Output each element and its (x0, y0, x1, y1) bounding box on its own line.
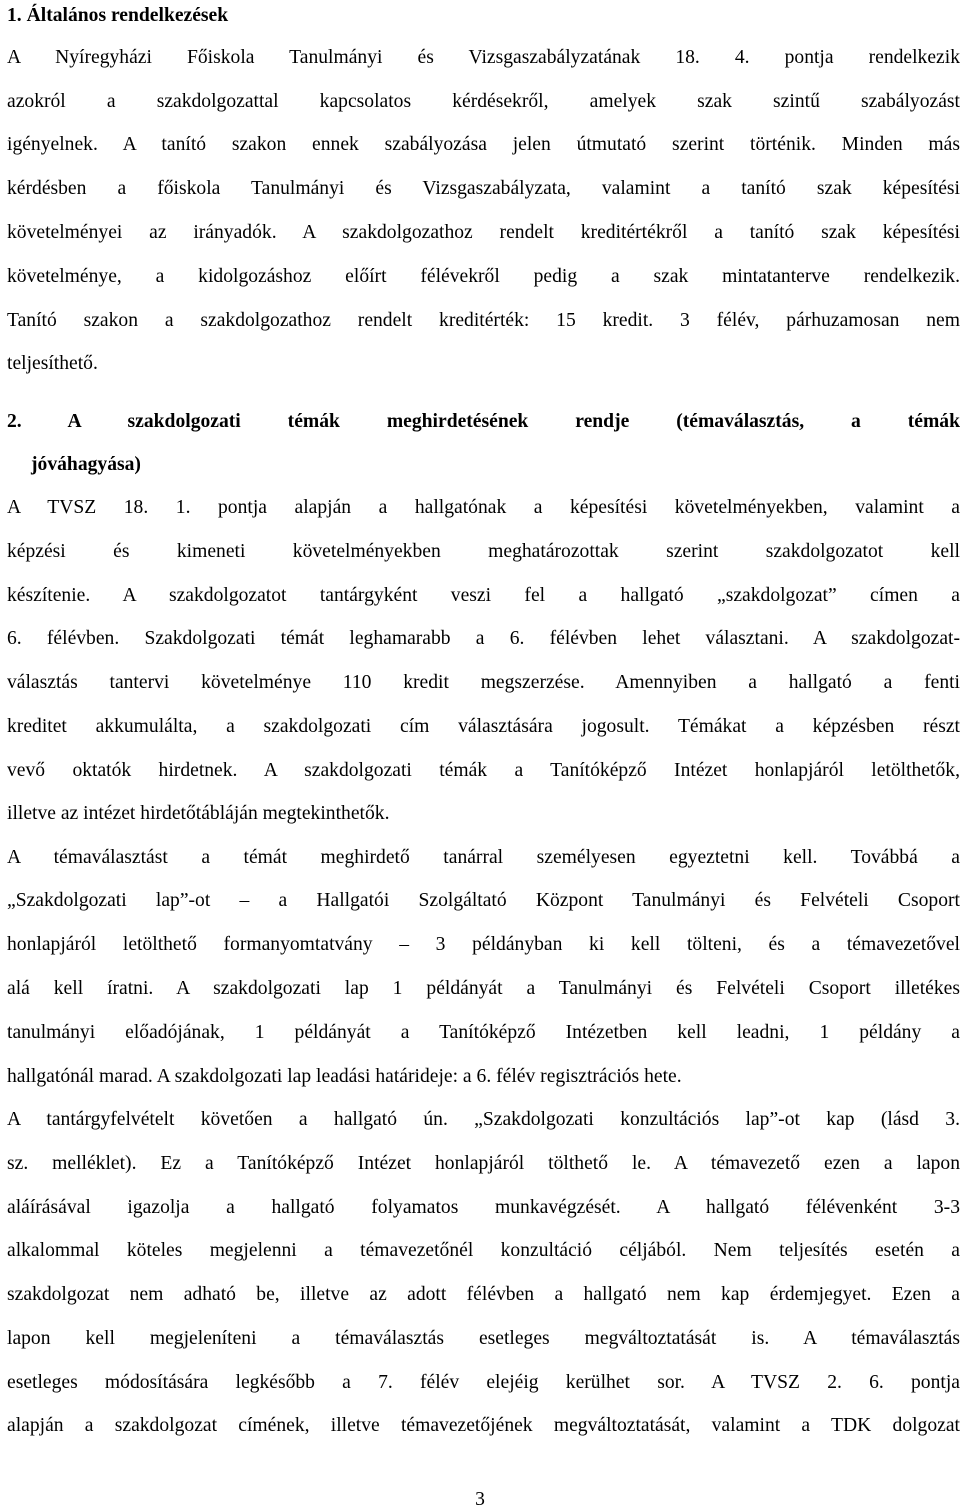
page-number: 3 (475, 1489, 485, 1510)
paragraph-line: teljesíthető. (7, 353, 98, 374)
section-2-heading-continued: jóváhagyása) (31, 454, 141, 475)
paragraph-line: igényelnek. A tanító szakon ennek szabályozása jelen útmutató szerint történik. Minden más (7, 134, 960, 155)
paragraph-line: „Szakdolgozati lap”-ot – a Hallgatói Szolgáltató Központ Tanulmányi és Felvételi Csoport (7, 890, 960, 911)
paragraph-line: követelménye, a kidolgozáshoz előírt félévekről pedig a szak mintatanterve rendelkezik. (7, 266, 960, 287)
paragraph-line: készítenie. A szakdolgozatot tantárgyként veszi fel a hallgató „szakdolgozat” címen a (7, 585, 960, 606)
paragraph-line: vevő oktatók hirdetnek. A szakdolgozati témák a Tanítóképző Intézet honlapjáról letölthetők, (7, 760, 960, 781)
paragraph-line: alapján a szakdolgozat címének, illetve témavezetőjének megváltoztatását, valamint a TDK dolgozat (7, 1415, 960, 1436)
paragraph-line: A TVSZ 18. 1. pontja alapján a hallgatónak a képesítési követelményekben, valamint a (7, 497, 960, 518)
paragraph-line: sz. melléklet). Ez a Tanítóképző Intézet honlapjáról tölthető le. A témavezető ezen a lapon (7, 1153, 960, 1174)
paragraph-line: lapon kell megjeleníteni a témaválasztás esetleges megváltoztatását is. A témaválasztás (7, 1328, 960, 1349)
paragraph-line: honlapjáról letölthető formanyomtatvány – 3 példányban ki kell tölteni, és a témavezetővel (7, 934, 960, 955)
paragraph-line: kreditet akkumulálta, a szakdolgozati cím választására jogosult. Témákat a képzésben részt (7, 716, 960, 737)
paragraph-line: kérdésben a főiskola Tanulmányi és Vizsgaszabályzata, valamint a tanító szak képesítési (7, 178, 960, 199)
paragraph-line: illetve az intézet hirdetőtábláján megtekinthetők. (7, 803, 390, 824)
paragraph-line: Tanító szakon a szakdolgozathoz rendelt kreditérték: 15 kredit. 3 félév, párhuzamosan nem (7, 310, 960, 331)
paragraph-line: esetleges módosítására legkésőbb a 7. félév elejéig kerülhet sor. A TVSZ 2. 6. pontja (7, 1372, 960, 1393)
paragraph-line: 6. félévben. Szakdolgozati témát leghamarabb a 6. félévben lehet választani. A szakdolgozat- (7, 628, 960, 649)
paragraph-line: hallgatónál marad. A szakdolgozati lap leadási határideje: a 6. félév regisztrációs hete. (7, 1066, 682, 1087)
paragraph-line: A tantárgyfelvételt követően a hallgató ún. „Szakdolgozati konzultációs lap”-ot kap (lásd 3. (7, 1109, 960, 1130)
paragraph-line: aláírásával igazolja a hallgató folyamatos munkavégzését. A hallgató félévenként 3-3 (7, 1197, 960, 1218)
paragraph-line: választás tantervi követelménye 110 kredit megszerzése. Amennyiben a hallgató a fenti (7, 672, 960, 693)
paragraph-line: alkalommal köteles megjelenni a témavezetőnél konzultáció céljából. Nem teljesítés esetén a (7, 1240, 960, 1261)
paragraph-line: követelményei az irányadók. A szakdolgozathoz rendelt kreditértékről a tanító szak képesítési (7, 222, 960, 243)
paragraph-line: A témaválasztást a témát meghirdető tanárral személyesen egyeztetni kell. Továbbá a (7, 847, 960, 868)
paragraph-line: A Nyíregyházi Főiskola Tanulmányi és Vizsgaszabályzatának 18. 4. pontja rendelkezik (7, 47, 960, 68)
section-2-heading: 2. A szakdolgozati témák meghirdetésének rendje (témaválasztás, a témák (7, 411, 960, 432)
paragraph-line: szakdolgozat nem adható be, illetve az adott félévben a hallgató nem kap érdemjegyet. Ezen a (7, 1284, 960, 1305)
paragraph-line: alá kell íratni. A szakdolgozati lap 1 példányát a Tanulmányi és Felvételi Csoport illetékes (7, 978, 960, 999)
paragraph-line: azokról a szakdolgozattal kapcsolatos kérdésekről, amelyek szak szintű szabályozást (7, 91, 960, 112)
section-1-heading: 1. Általános rendelkezések (7, 5, 229, 26)
paragraph-line: tanulmányi előadójának, 1 példányát a Tanítóképző Intézetben kell leadni, 1 példány a (7, 1022, 960, 1043)
paragraph-line: képzési és kimeneti követelményekben meghatározottak szerint szakdolgozatot kell (7, 541, 960, 562)
